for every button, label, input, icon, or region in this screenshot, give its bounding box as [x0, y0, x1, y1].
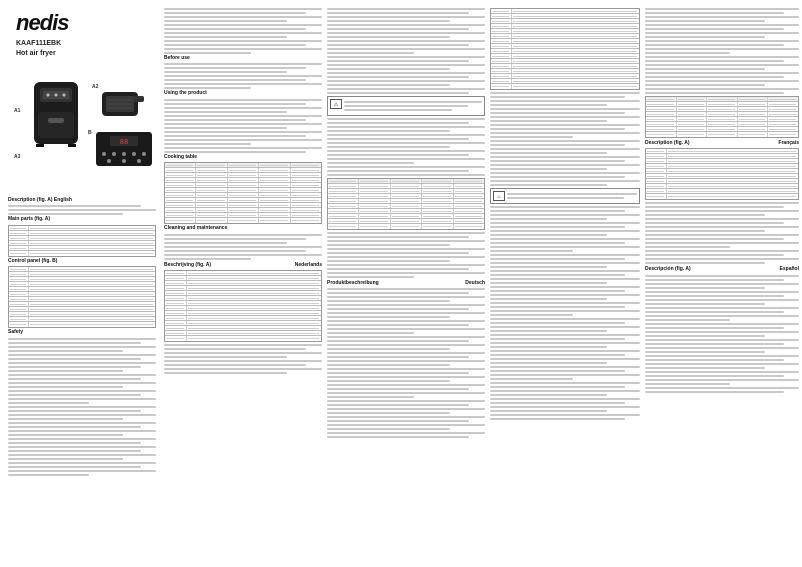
control-panel-figure — [94, 130, 154, 170]
nl-parts-table — [164, 270, 322, 342]
text-block — [164, 8, 322, 54]
section-heading: Using the product — [164, 90, 207, 97]
text-block — [8, 338, 156, 476]
german-continued — [490, 0, 640, 420]
dutch-continued — [327, 0, 485, 438]
text-block — [164, 99, 322, 153]
section-heading: Descripción (fig. A) — [645, 266, 691, 273]
svg-text:88: 88 — [119, 138, 129, 146]
section-heading: Beschrijving (fig. A) — [164, 261, 212, 268]
section-heading: Cleaning and maintenance — [164, 225, 228, 232]
column-2 — [164, 0, 322, 567]
section-heading: Cooking table — [164, 153, 198, 160]
language-label: Español — [779, 266, 799, 273]
column-3 — [327, 0, 485, 567]
fr-parts-table — [645, 148, 799, 200]
section-heading: Description (fig. A) — [645, 140, 690, 146]
hot-surface-icon: ♨ — [493, 191, 505, 201]
controls-table — [8, 266, 156, 328]
warning-icon: ⚠ — [330, 99, 342, 109]
text-block — [645, 8, 799, 94]
column-4 — [490, 0, 640, 567]
language-label: Nederlands — [294, 261, 322, 268]
cooking-table — [164, 162, 322, 224]
figure-label: B — [88, 130, 92, 136]
figure-area — [12, 78, 158, 190]
de-cooking-table — [645, 96, 799, 138]
brand-logo: nedis — [16, 10, 69, 35]
text-block — [327, 288, 485, 438]
de-parts-table — [490, 8, 640, 90]
section-heading: Produktbeschreibung — [327, 280, 379, 286]
fryer-front-figure — [26, 78, 86, 150]
text-block — [327, 118, 485, 176]
figure-label: A1 — [14, 108, 21, 114]
language-header-nl — [164, 263, 322, 268]
product-name: Hot air fryer — [16, 50, 56, 57]
section-heading: Description (fig. A) English — [8, 197, 72, 203]
parts-table — [8, 225, 156, 257]
language-header-es — [645, 267, 799, 272]
language-label: Deutsch — [465, 280, 485, 286]
language-header-fr — [645, 141, 799, 146]
text-block — [164, 63, 322, 89]
language-label: Français — [778, 140, 799, 146]
warning-box — [327, 96, 485, 116]
language-header-de — [327, 281, 485, 286]
text-block — [645, 202, 799, 264]
basket-figure — [98, 82, 148, 122]
nl-cooking-table — [327, 178, 485, 230]
model-number: KAAF111EBK — [16, 40, 62, 47]
text-block — [164, 234, 322, 260]
section-heading: Before use — [164, 55, 190, 61]
column-1 — [4, 0, 158, 567]
section-heading: Control panel (fig. B) — [8, 257, 58, 264]
description-section — [8, 196, 156, 478]
text-block — [645, 275, 799, 393]
french-spanish — [645, 0, 799, 393]
english-continued — [164, 0, 322, 374]
figure-label: A3 — [14, 154, 21, 160]
text-block — [490, 92, 640, 186]
column-5 — [645, 0, 799, 567]
figure-label: A2 — [92, 84, 99, 90]
section-heading: Main parts (fig. A) — [8, 216, 51, 223]
text-block — [164, 344, 322, 374]
hot-surface-box — [490, 188, 640, 204]
text-block — [490, 206, 640, 420]
section-heading: Safety — [8, 329, 24, 336]
text-block — [327, 232, 485, 278]
text-block — [8, 205, 156, 215]
text-block — [327, 8, 485, 94]
